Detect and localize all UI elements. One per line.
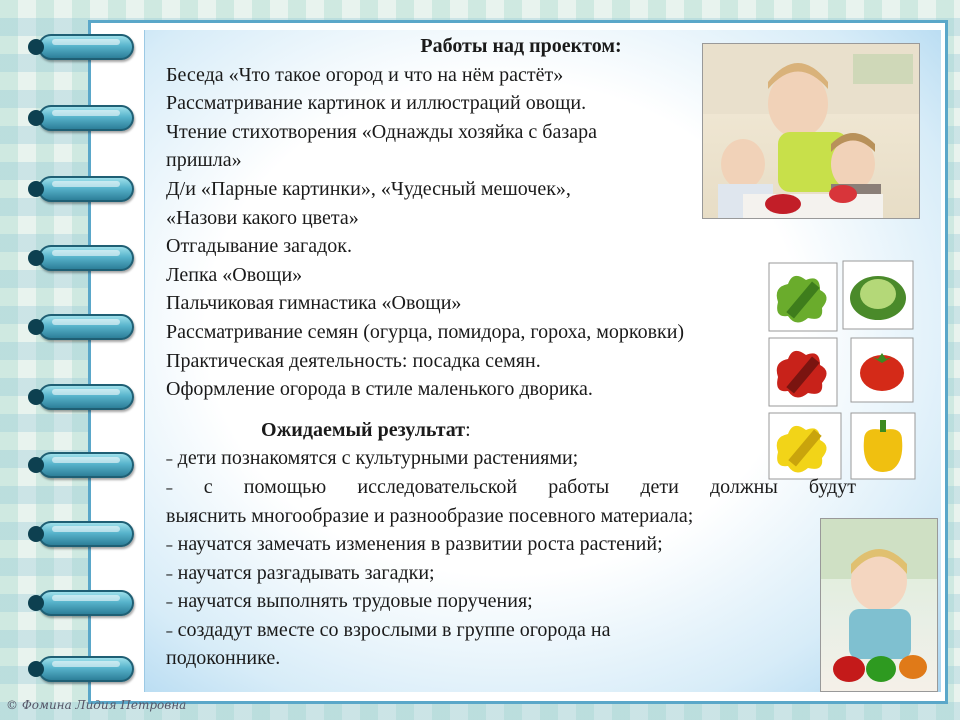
- binding-ring: [38, 245, 134, 271]
- result-text: создадут вместе со взрослыми в группе огорода на: [177, 618, 611, 641]
- main-text: [166, 32, 856, 673]
- activity-item: Лепка «Овощи»: [166, 263, 303, 286]
- author-signature: © Фомина Лидия Петровна: [6, 698, 187, 712]
- binding-ring: [38, 384, 134, 410]
- activity-item: Д/и «Парные картинки», «Чудесный мешочек»,: [166, 177, 571, 200]
- result-text: научатся разгадывать загадки;: [177, 561, 435, 584]
- binding-ring: [38, 590, 134, 616]
- activity-item: Рассматривание семян (огурца, помидора, гороха, морковки): [166, 320, 685, 343]
- tomato-icon: [850, 337, 914, 403]
- result-item: ˗ дети познакомятся с культурными растениями;: [166, 447, 579, 470]
- result-item-continued: выяснить многообразие и разнообразие посевного материала;: [166, 504, 694, 527]
- activity-item: Рассматривание картинок и иллюстраций овощи.: [166, 92, 587, 115]
- result-item: ˗ научатся разгадывать загадки;: [166, 561, 435, 584]
- activity-item: «Назови какого цвета»: [166, 206, 359, 229]
- activity-item: Беседа «Что такое огород и что на нём растёт»: [166, 63, 564, 86]
- binding-ring: [38, 34, 134, 60]
- result-item: ˗ создадут вместе со взрослыми в группе огорода на: [166, 618, 611, 641]
- result-heading: [166, 416, 856, 445]
- result-text: с помощью исследовательской работы дети должны будут: [203, 475, 857, 498]
- binding-ring: [38, 656, 134, 682]
- result-item: ˗ с помощью исследовательской работы дети должны будут: [166, 475, 857, 498]
- result-item: ˗ научатся замечать изменения в развитии роста растений;: [166, 533, 663, 556]
- activity-item: Оформление огорода в стиле маленького дворика.: [166, 378, 593, 401]
- binding-ring: [38, 521, 134, 547]
- activity-item: Отгадывание загадок.: [166, 235, 352, 258]
- binding-ring: [38, 105, 134, 131]
- result-text: научатся выполнять трудовые поручения;: [177, 590, 533, 613]
- activity-item: Чтение стихотворения «Однажды хозяйка с базара: [166, 120, 598, 143]
- bell-pepper-icon: [850, 412, 916, 480]
- result-item: ˗ научатся выполнять трудовые поручения;: [166, 590, 533, 613]
- activity-item: Практическая деятельность: посадка семян.: [166, 349, 541, 372]
- activity-item: пришла»: [166, 149, 242, 172]
- result-item-continued: подоконнике.: [166, 647, 281, 670]
- binding-ring: [38, 314, 134, 340]
- result-title: Ожидаемый результат: [261, 418, 466, 441]
- result-text: научатся замечать изменения в развитии роста растений;: [177, 533, 663, 556]
- binding-ring: [38, 452, 134, 478]
- result-text: дети познакомятся с культурными растениями;: [177, 447, 579, 470]
- result-colon: :: [465, 418, 471, 441]
- binding-ring: [38, 176, 134, 202]
- activity-item: Пальчиковая гимнастика «Овощи»: [166, 292, 462, 315]
- page-title: Работы над проектом:: [420, 35, 622, 57]
